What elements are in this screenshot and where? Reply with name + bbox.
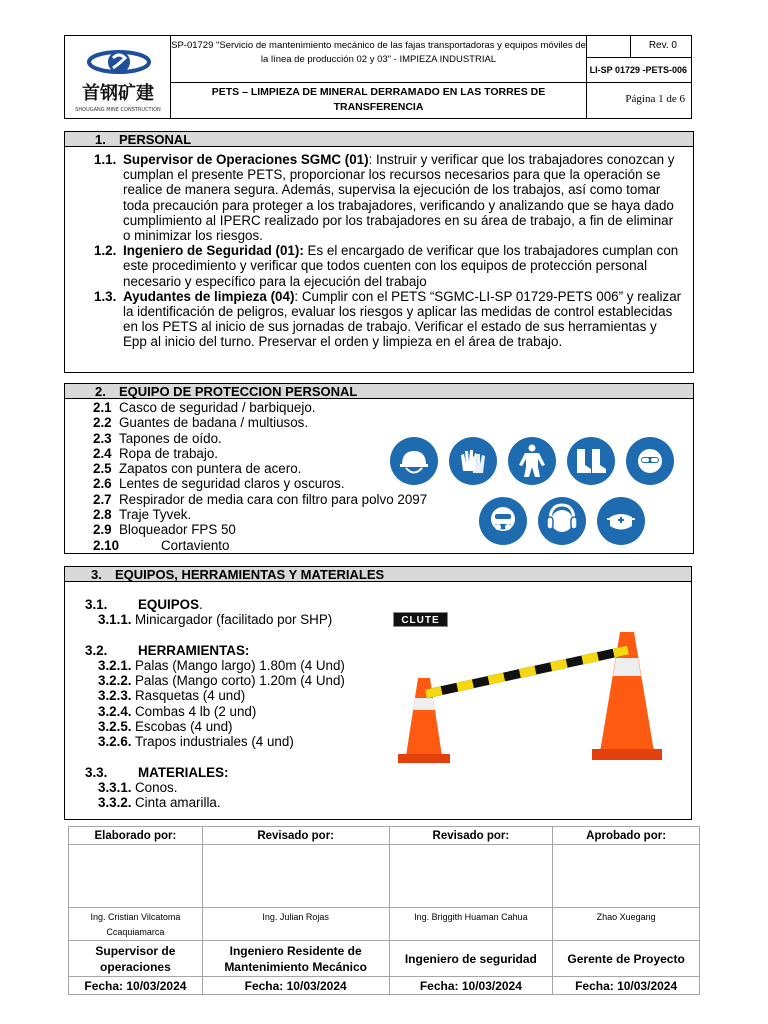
list-item: 3.3.2. Cinta amarilla. [98,795,221,811]
section-heading: 2. EQUIPO DE PROTECCION PERSONAL [65,384,693,399]
ear-protection-icon [538,497,586,545]
signature-cell [202,845,389,908]
document-subtitle: PETS – LIMPIEZA DE MINERAL DERRAMADO EN LAS TORRES DE TRANSFERENCIA [171,83,587,118]
list-item: 2.10 Cortaviento [93,537,230,553]
list-item: 2.9 Bloqueador FPS 50 [93,522,236,538]
list-item: 2.1 Casco de seguridad / barbiquejo. [93,400,316,415]
list-item: 2.7 Respirador de media cara con filtro para polvo 2097 [93,491,428,507]
table-row: Fecha: 10/03/2024 Fecha: 10/03/2024 Fecha: 10/03/2024 Fecha: 10/03/2024 [69,977,700,995]
list-item: 2.3 Tapones de oído. [93,430,222,446]
list-item: 3.2.3. Rasquetas (4 und) [98,688,246,704]
list-item: 3.3.1. Conos. [98,779,178,795]
revision-label: Rev. 0 [648,40,677,51]
revision-cell [587,36,691,58]
signature-cell [69,845,203,908]
list-item: 2.4 Ropa de trabajo. [93,445,219,461]
list-item: 3.2.1. Palas (Mango largo) 1.80m (4 Und) [98,657,345,673]
document-header [64,35,692,119]
equipment-list [85,597,345,811]
barrier-bar [426,650,628,694]
list-item: 3.2.4. Combas 4 lb (2 und) [98,703,257,719]
list-item: 3.2.5. Escobas (4 und) [98,719,233,735]
subsection-heading: 3.1. EQUIPOS. [85,597,203,612]
boots-icon [567,437,615,485]
list-item: 2.5 Zapatos con puntera de acero. [93,461,302,477]
section-personal [64,131,694,373]
list-item: 3.1.1. Minicargador (facilitado por SHP) [98,612,333,628]
table-row: Supervisor de operaciones Ingeniero Residente de Mantenimiento Mecánico Ingeniero de seguridad Gerente de Proyecto [69,941,700,977]
revision-divider [630,35,631,57]
gloves-icon [449,437,497,485]
section-heading: 1. PERSONAL [65,132,693,147]
list-item: 2.2 Guantes de badana / multiusos. [93,415,309,431]
list-item: 2.8 Traje Tyvek. [93,507,192,523]
brand-label: CLUTE [393,612,448,627]
document-code: LI-SP 01729 -PETS-006 [587,58,691,83]
company-logo [65,36,171,118]
list-item: 3.2.2. Palas (Mango corto) 1.20m (4 Und) [98,673,345,689]
table-row: Elaborado por: Revisado por: Revisado por: Aprobado por: [69,827,700,845]
personal-list [65,147,693,350]
list-item: 1.2. Ingeniero de Seguridad (01): Es el encargado de verificar que los trabajadores cumplan con este procedimiento y verificar que todos cuenten con los equipos de protección personal necesario y específico para la ejecución del trabajo [94,243,679,289]
list-item: 2.6 Lentes de seguridad claros y oscuros. [93,476,345,492]
section-heading: 3. EQUIPOS, HERRAMIENTAS Y MATERIALES [65,567,691,582]
traffic-cones-illustration [396,628,672,770]
page-number: Página 1 de 6 [625,93,685,105]
list-item: 1.3. Ayudantes de limpieza (04): Cumplir con el PETS “SGMC-LI-SP 01729-PETS 006” y realizar la identificación de peligros, evaluar los riesgos y aplicar las medidas de control establecidas en los PETS al inicio de sus jornadas de trabajo. Verificar el estado de sus herramientas y Epp al inicio del turno. Preservar el orden y limpieza en el área de trabajo. [94,288,682,350]
svg-text:首钢矿建: 首钢矿建 [82,83,154,104]
mask-icon [597,497,645,545]
signature-row [69,845,700,908]
document-title: SP-01729 "Servicio de mantenimiento mecánico de las fajas transportadoras y equipos móviles de la línea de producción 02 y 03" - IMPIEZA INDUSTRIAL [171,36,587,83]
subsection-heading: 3.2. HERRAMIENTAS: [85,642,250,658]
helmet-icon [390,437,438,485]
table-row: Ing. Cristian Vilcatoma Ccaquiamarca Ing. Julian Rojas Ing. Briggith Huaman Cahua Zhao Xuegang [69,908,700,941]
signature-cell [389,845,553,908]
respirator-icon [479,497,527,545]
logo-emblem-icon [65,36,171,118]
subsection-heading: 3.3. MATERIALES: [85,764,229,780]
signature-table [68,826,700,995]
svg-text:SHOUGANG MINE CONSTRUCTION: SHOUGANG MINE CONSTRUCTION [75,107,161,113]
signature-cell [553,845,700,908]
coverall-icon [508,437,556,485]
face-shield-icon [626,437,674,485]
list-item: 1.1. Supervisor de Operaciones SGMC (01): Instruir y verificar que los trabajadores conozcan y cumplan el presente PETS, proporcionar los recursos necesarios para que la operación se realice de manera segura. Además, supervisa la ejecución de los trabajos, así como tomar toda precaución para proteger a los trabajadores, verificando y analizando que se haya dado cumplimiento al IPERC realizado por los trabajadores en su área de trabajo, a fin de eliminar o minimizar los riesgos. [94,152,675,244]
list-item: 3.2.6. Trapos industriales (4 und) [98,734,294,750]
